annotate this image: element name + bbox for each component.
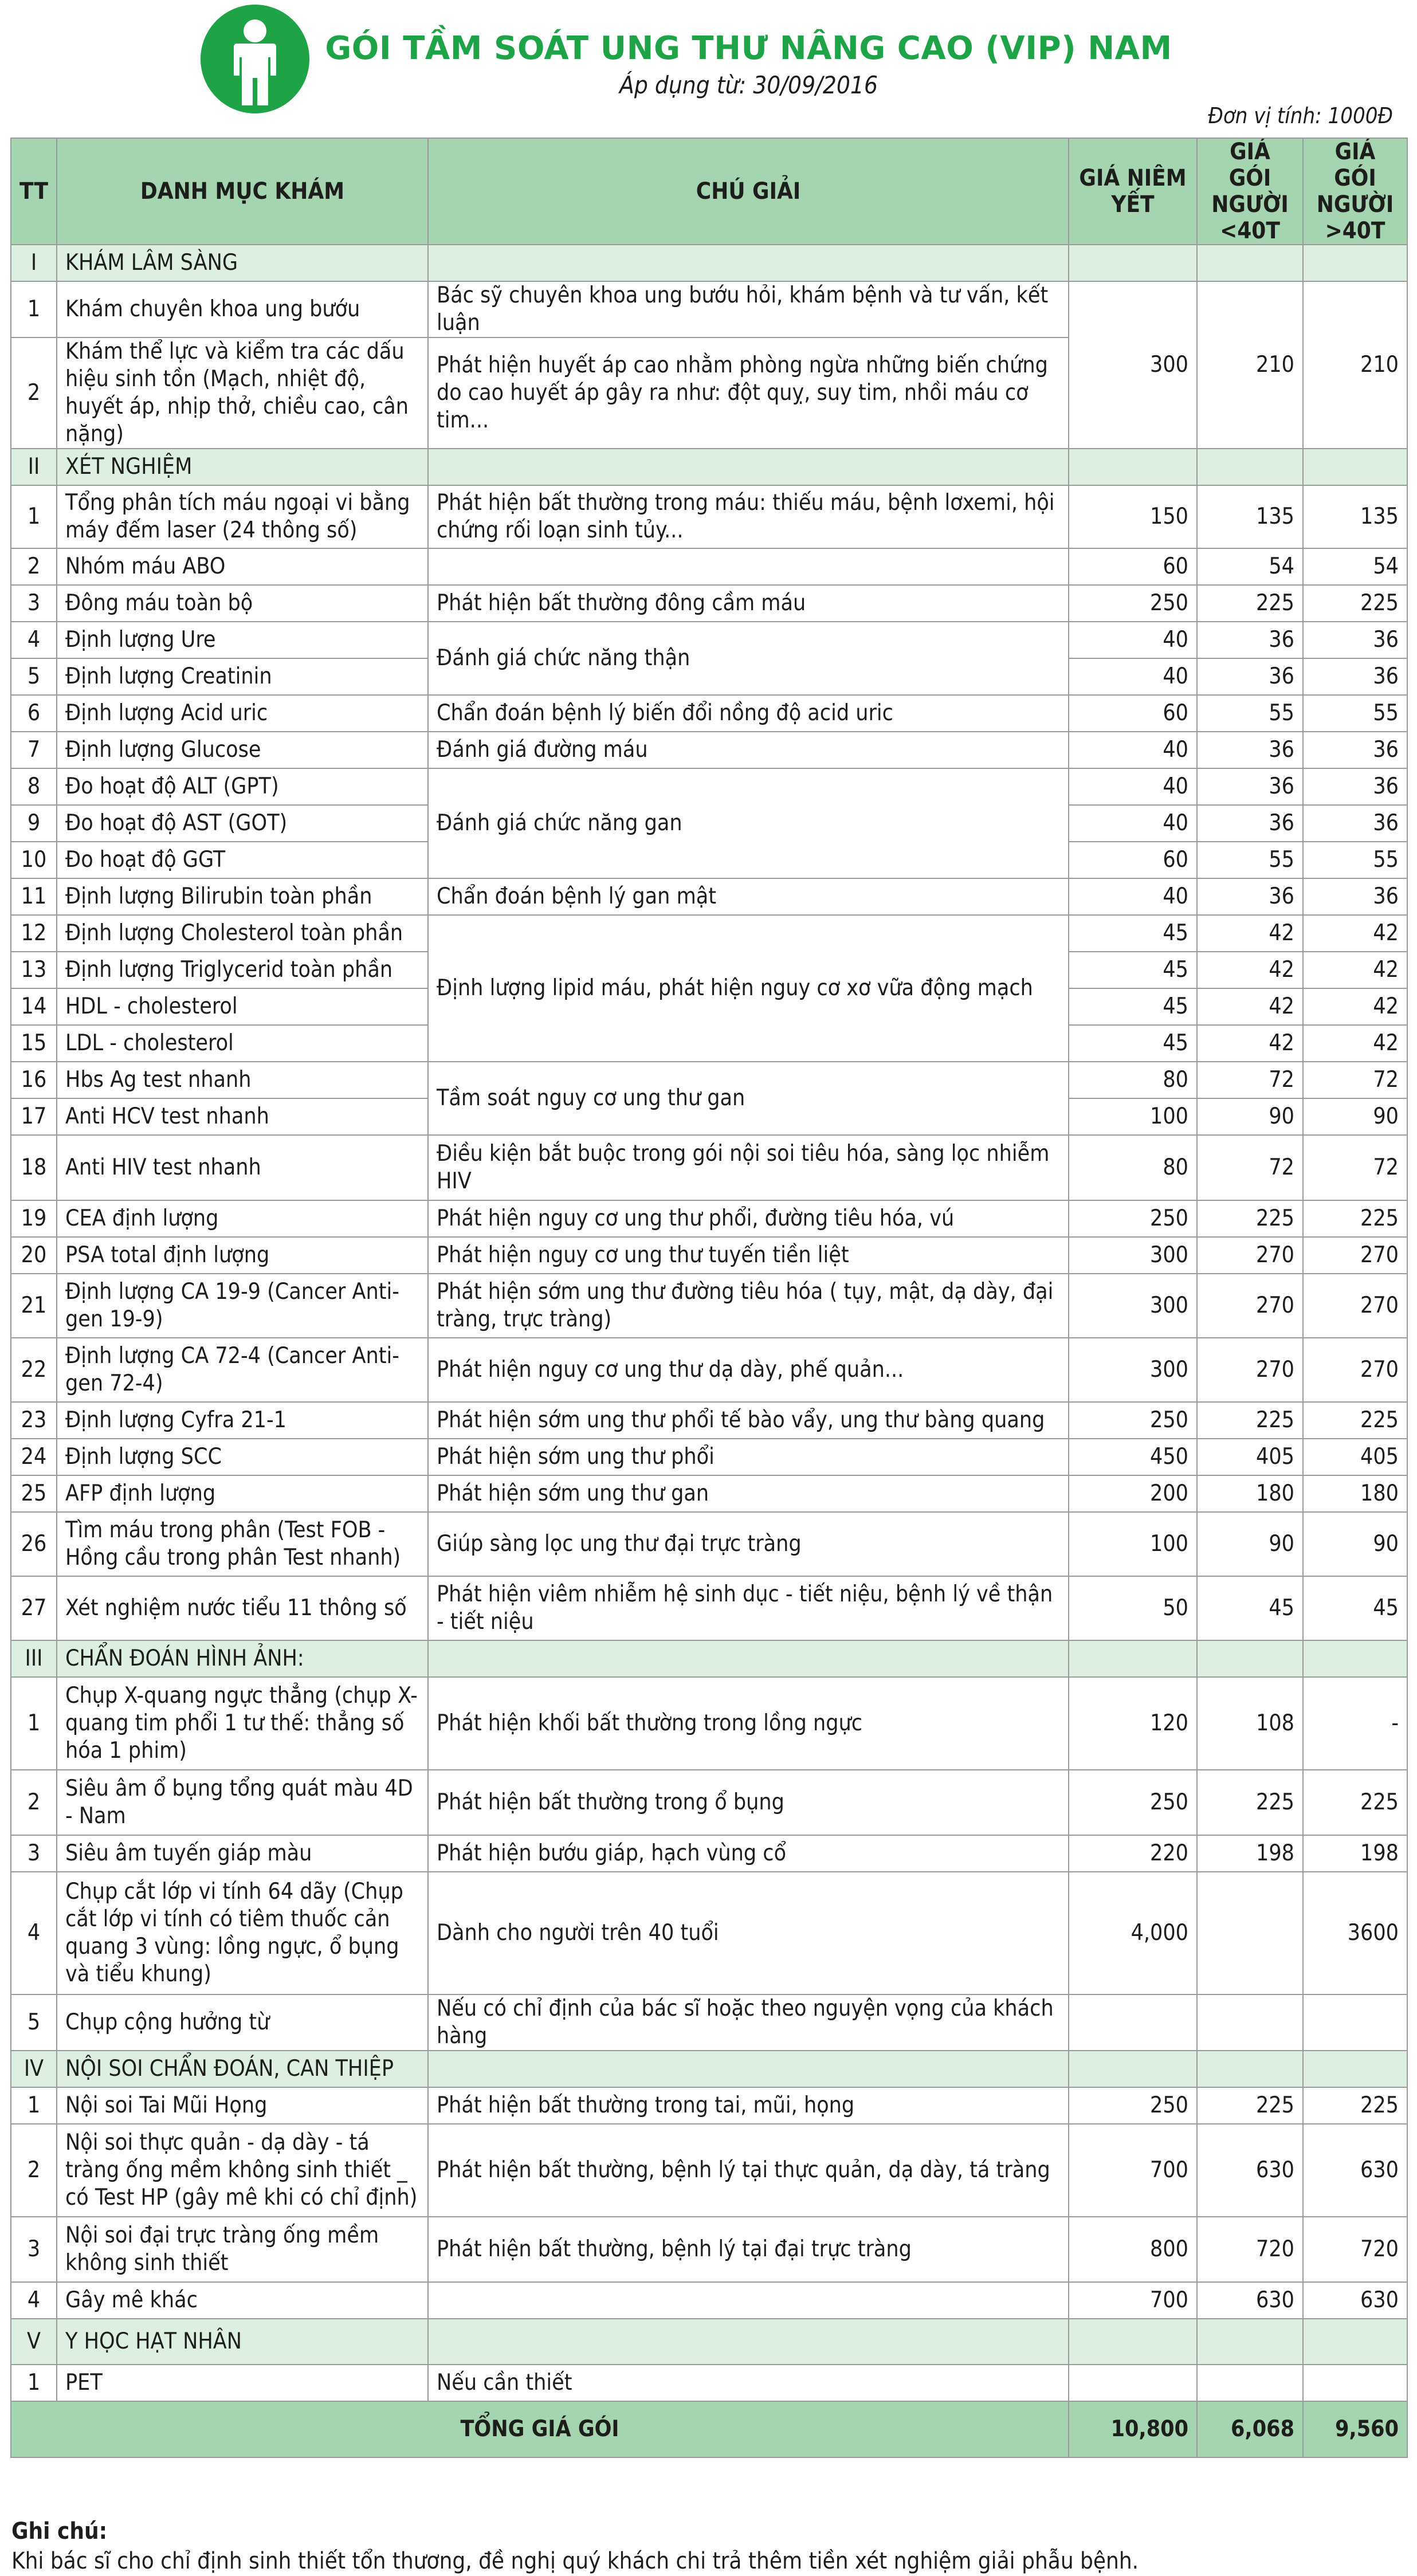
item-name: Chụp X-quang ngực thẳng (chụp X-quang tim phổi 1 tư thế: thẳng số hóa 1 phim) [57, 1677, 428, 1770]
item-name: Đông máu toàn bộ [57, 585, 428, 622]
table-row [11, 1512, 1407, 1576]
price-over40: 225 [1303, 585, 1407, 622]
price-under40 [1197, 1994, 1303, 2051]
price-over40: 72 [1303, 1062, 1407, 1098]
list-price: 250 [1069, 1402, 1197, 1439]
item-note: Phát hiện sớm ung thư phổi tế bào vẩy, ung thư bàng quang [428, 1402, 1069, 1439]
item-name: Định lượng Bilirubin toàn phần [57, 878, 428, 915]
table-row [11, 1274, 1407, 1338]
list-price: 220 [1069, 1835, 1197, 1872]
list-price: 100 [1069, 1098, 1197, 1135]
price-over40: 405 [1303, 1439, 1407, 1475]
list-price [1069, 1994, 1197, 2051]
table-header-row [11, 138, 1407, 245]
table-row [11, 732, 1407, 768]
table-row [11, 2124, 1407, 2217]
price-under40: 630 [1197, 2124, 1303, 2217]
col-header-tt: TT [11, 138, 57, 245]
list-price: 80 [1069, 1135, 1197, 1200]
price-over40: 36 [1303, 658, 1407, 695]
price-under40: 42 [1197, 1025, 1303, 1062]
section-number: III [11, 1640, 57, 1677]
list-price: 40 [1069, 768, 1197, 805]
price-under40: 54 [1197, 548, 1303, 585]
table-row [11, 1402, 1407, 1439]
item-name: Hbs Ag test nhanh [57, 1062, 428, 1098]
price-over40 [1303, 1994, 1407, 2051]
item-note: Điều kiện bắt buộc trong gói nội soi tiêu hóa, sàng lọc nhiễm HIV [428, 1135, 1069, 1200]
table-row [11, 695, 1407, 732]
total-over40: 9,560 [1303, 2401, 1407, 2457]
item-note: Định lượng lipid máu, phát hiện nguy cơ xơ vữa động mạch [428, 915, 1069, 1062]
section-title: NỘI SOI CHẨN ĐOÁN, CAN THIỆP [57, 2051, 428, 2087]
table-row [11, 1994, 1407, 2051]
list-price: 40 [1069, 622, 1197, 658]
item-note: Đánh giá đường máu [428, 732, 1069, 768]
row-number: 14 [11, 988, 57, 1025]
price-over40: 54 [1303, 548, 1407, 585]
price-over40: 42 [1303, 1025, 1407, 1062]
item-name: Nội soi thực quản - dạ dày - tá tràng ống mềm không sinh thiết _ có Test HP (gây mê khi có chỉ định) [57, 2124, 428, 2217]
price-over40: - [1303, 1677, 1407, 1770]
item-name: Tìm máu trong phân (Test FOB - Hồng cầu trong phân Test nhanh) [57, 1512, 428, 1576]
price-over40: 72 [1303, 1135, 1407, 1200]
item-note: Chẩn đoán bệnh lý gan mật [428, 878, 1069, 915]
price-over40: 45 [1303, 1576, 1407, 1640]
price-under40: 270 [1197, 1237, 1303, 1274]
price-under40: 210 [1197, 281, 1303, 449]
price-table [10, 138, 1408, 2458]
price-under40: 405 [1197, 1439, 1303, 1475]
list-price: 250 [1069, 585, 1197, 622]
col-header-over40: GIÁ GÓI NGƯỜI >40T [1303, 138, 1407, 245]
item-name: Chụp cắt lớp vi tính 64 dãy (Chụp cắt lớp vi tính có tiêm thuốc cản quang 3 vùng: lồng ngực, ổ bụng và tiểu khung) [57, 1872, 428, 1994]
row-number: 1 [11, 281, 57, 337]
item-name: Anti HIV test nhanh [57, 1135, 428, 1200]
item-name: LDL - cholesterol [57, 1025, 428, 1062]
price-under40: 36 [1197, 768, 1303, 805]
price-over40: 225 [1303, 1402, 1407, 1439]
section-title: CHẨN ĐOÁN HÌNH ẢNH: [57, 1640, 428, 1677]
price-under40: 55 [1197, 842, 1303, 878]
price-under40: 90 [1197, 1098, 1303, 1135]
footnote [11, 2516, 1139, 2576]
row-number: 25 [11, 1475, 57, 1512]
total-list-price: 10,800 [1069, 2401, 1197, 2457]
price-under40: 225 [1197, 1402, 1303, 1439]
item-name: Định lượng Triglycerid toàn phần [57, 952, 428, 988]
row-number: 2 [11, 337, 57, 449]
price-over40: 42 [1303, 988, 1407, 1025]
table-row [11, 1835, 1407, 1872]
row-number: 15 [11, 1025, 57, 1062]
section-title: Y HỌC HẠT NHÂN [57, 2319, 428, 2365]
row-number: 4 [11, 1872, 57, 1994]
item-name: Đo hoạt độ GGT [57, 842, 428, 878]
row-number: 12 [11, 915, 57, 952]
list-price: 250 [1069, 1770, 1197, 1835]
item-note [428, 2282, 1069, 2319]
table-row [11, 1200, 1407, 1237]
item-name: Định lượng Cholesterol toàn phần [57, 915, 428, 952]
price-under40 [1197, 2365, 1303, 2401]
row-number: 24 [11, 1439, 57, 1475]
price-under40: 225 [1197, 1770, 1303, 1835]
list-price: 40 [1069, 658, 1197, 695]
item-note: Phát hiện viêm nhiễm hệ sinh dục - tiết niệu, bệnh lý về thận - tiết niệu [428, 1576, 1069, 1640]
list-price: 250 [1069, 2087, 1197, 2124]
price-under40: 135 [1197, 485, 1303, 548]
price-over40: 90 [1303, 1512, 1407, 1576]
item-note: Phát hiện bướu giáp, hạch vùng cổ [428, 1835, 1069, 1872]
row-number: 9 [11, 805, 57, 842]
item-name: Siêu âm ổ bụng tổng quát màu 4D - Nam [57, 1770, 428, 1835]
price-under40: 42 [1197, 988, 1303, 1025]
item-name: Chụp cộng hưởng từ [57, 1994, 428, 2051]
table-row [11, 1439, 1407, 1475]
row-number: 10 [11, 842, 57, 878]
section-row [11, 1640, 1407, 1677]
price-over40: 36 [1303, 805, 1407, 842]
price-over40: 90 [1303, 1098, 1407, 1135]
table-row [11, 2282, 1407, 2319]
item-note: Phát hiện bất thường đông cầm máu [428, 585, 1069, 622]
price-under40: 225 [1197, 2087, 1303, 2124]
list-price: 45 [1069, 952, 1197, 988]
item-name: Định lượng CA 72-4 (Cancer Anti-gen 72-4) [57, 1338, 428, 1402]
row-number: 1 [11, 2087, 57, 2124]
price-over40: 55 [1303, 695, 1407, 732]
price-under40: 36 [1197, 878, 1303, 915]
item-name: HDL - cholesterol [57, 988, 428, 1025]
row-number: 1 [11, 1677, 57, 1770]
price-over40: 225 [1303, 1200, 1407, 1237]
list-price: 100 [1069, 1512, 1197, 1576]
item-name: Định lượng Glucose [57, 732, 428, 768]
item-note: Phát hiện huyết áp cao nhằm phòng ngừa những biến chứng do cao huyết áp gây ra như: đột quỵ, suy tim, nhồi máu cơ tim... [428, 337, 1069, 449]
list-price: 150 [1069, 485, 1197, 548]
price-over40: 630 [1303, 2124, 1407, 2217]
row-number: 22 [11, 1338, 57, 1402]
table-row [11, 1475, 1407, 1512]
price-under40: 36 [1197, 732, 1303, 768]
list-price: 45 [1069, 988, 1197, 1025]
price-over40: 225 [1303, 1770, 1407, 1835]
row-number: 13 [11, 952, 57, 988]
item-name: Đo hoạt độ ALT (GPT) [57, 768, 428, 805]
item-note: Phát hiện bất thường trong ổ bụng [428, 1770, 1069, 1835]
table-row [11, 915, 1407, 952]
row-number: 1 [11, 2365, 57, 2401]
row-number: 2 [11, 548, 57, 585]
item-name: Khám chuyên khoa ung bướu [57, 281, 428, 337]
list-price: 60 [1069, 842, 1197, 878]
price-over40 [1303, 2365, 1407, 2401]
section-row [11, 245, 1407, 281]
table-row [11, 2365, 1407, 2401]
row-number: 3 [11, 585, 57, 622]
list-price: 250 [1069, 1200, 1197, 1237]
list-price [1069, 2365, 1197, 2401]
table-row [11, 281, 1407, 337]
price-under40: 180 [1197, 1475, 1303, 1512]
price-over40: 180 [1303, 1475, 1407, 1512]
item-note: Phát hiện khối bất thường trong lồng ngực [428, 1677, 1069, 1770]
total-label: TỔNG GIÁ GÓI [11, 2401, 1069, 2457]
item-name: PSA total định lượng [57, 1237, 428, 1274]
item-note: Bác sỹ chuyên khoa ung bướu hỏi, khám bệnh và tư vấn, kết luận [428, 281, 1069, 337]
list-price: 300 [1069, 1338, 1197, 1402]
table-row [11, 1872, 1407, 1994]
price-under40 [1197, 1872, 1303, 1994]
section-number: II [11, 449, 57, 485]
row-number: 1 [11, 485, 57, 548]
price-under40: 72 [1197, 1135, 1303, 1200]
item-note: Phát hiện bất thường trong tai, mũi, họng [428, 2087, 1069, 2124]
list-price: 200 [1069, 1475, 1197, 1512]
table-row [11, 1237, 1407, 1274]
row-number: 11 [11, 878, 57, 915]
item-note: Phát hiện nguy cơ ung thư dạ dày, phế quản... [428, 1338, 1069, 1402]
table-row [11, 2087, 1407, 2124]
table-row [11, 2217, 1407, 2282]
item-name: Khám thể lực và kiểm tra các dấu hiệu sinh tồn (Mạch, nhiệt độ, huyết áp, nhịp thở, chiều cao, cân nặng) [57, 337, 428, 449]
row-number: 16 [11, 1062, 57, 1098]
list-price: 80 [1069, 1062, 1197, 1098]
price-over40: 720 [1303, 2217, 1407, 2282]
row-number: 21 [11, 1274, 57, 1338]
list-price: 60 [1069, 548, 1197, 585]
table-row [11, 768, 1407, 805]
item-name: AFP định lượng [57, 1475, 428, 1512]
item-name: Định lượng Cyfra 21-1 [57, 1402, 428, 1439]
item-name: Đo hoạt độ AST (GOT) [57, 805, 428, 842]
table-row [11, 1062, 1407, 1098]
table-row [11, 1338, 1407, 1402]
price-under40: 630 [1197, 2282, 1303, 2319]
price-under40: 720 [1197, 2217, 1303, 2282]
section-row [11, 449, 1407, 485]
item-name: Định lượng Ure [57, 622, 428, 658]
list-price: 700 [1069, 2124, 1197, 2217]
row-number: 2 [11, 1770, 57, 1835]
price-over40: 210 [1303, 281, 1407, 449]
price-over40: 55 [1303, 842, 1407, 878]
price-under40: 42 [1197, 915, 1303, 952]
item-name: Gây mê khác [57, 2282, 428, 2319]
price-over40: 270 [1303, 1338, 1407, 1402]
item-note: Đánh giá chức năng gan [428, 768, 1069, 878]
page-title: GÓI TẦM SOÁT UNG THƯ NÂNG CAO (VIP) NAM [325, 30, 1172, 67]
section-title: KHÁM LÂM SÀNG [57, 245, 428, 281]
price-under40: 270 [1197, 1338, 1303, 1402]
price-under40: 36 [1197, 805, 1303, 842]
item-note: Phát hiện nguy cơ ung thư tuyến tiền liệt [428, 1237, 1069, 1274]
total-under40: 6,068 [1197, 2401, 1303, 2457]
table-row [11, 548, 1407, 585]
row-number: 5 [11, 658, 57, 695]
item-note: Phát hiện sớm ung thư phổi [428, 1439, 1069, 1475]
table-row [11, 622, 1407, 658]
section-title: XÉT NGHIỆM [57, 449, 428, 485]
total-row [11, 2401, 1407, 2457]
item-note: Phát hiện bất thường, bệnh lý tại đại trực tràng [428, 2217, 1069, 2282]
row-number: 23 [11, 1402, 57, 1439]
footnote-text: Khi bác sĩ cho chỉ định sinh thiết tổn thương, đề nghị quý khách chi trả thêm tiền xét nghiệm giải phẫu bệnh. [11, 2548, 1139, 2574]
row-number: 20 [11, 1237, 57, 1274]
table-row [11, 878, 1407, 915]
row-number: 4 [11, 2282, 57, 2319]
table-row [11, 1770, 1407, 1835]
list-price: 45 [1069, 1025, 1197, 1062]
section-number: IV [11, 2051, 57, 2087]
item-note: Phát hiện sớm ung thư đường tiêu hóa ( tụy, mật, dạ dày, đại tràng, trực tràng) [428, 1274, 1069, 1338]
list-price: 40 [1069, 805, 1197, 842]
price-over40: 225 [1303, 2087, 1407, 2124]
price-over40: 42 [1303, 952, 1407, 988]
col-header-note: CHÚ GIẢI [428, 138, 1069, 245]
section-row [11, 2319, 1407, 2365]
row-number: 26 [11, 1512, 57, 1576]
price-over40: 36 [1303, 768, 1407, 805]
price-under40: 36 [1197, 658, 1303, 695]
item-note: Giúp sàng lọc ung thư đại trực tràng [428, 1512, 1069, 1576]
item-name: Định lượng Creatinin [57, 658, 428, 695]
list-price: 50 [1069, 1576, 1197, 1640]
row-number: 5 [11, 1994, 57, 2051]
item-note: Tầm soát nguy cơ ung thư gan [428, 1062, 1069, 1135]
applied-date: Áp dụng từ: 30/09/2016 [619, 71, 878, 99]
row-number: 27 [11, 1576, 57, 1640]
table-row [11, 1135, 1407, 1200]
price-under40: 198 [1197, 1835, 1303, 1872]
item-note: Dành cho người trên 40 tuổi [428, 1872, 1069, 1994]
section-number: V [11, 2319, 57, 2365]
price-under40: 45 [1197, 1576, 1303, 1640]
item-name: Định lượng CA 19-9 (Cancer Anti-gen 19-9) [57, 1274, 428, 1338]
price-under40: 225 [1197, 585, 1303, 622]
price-under40: 225 [1197, 1200, 1303, 1237]
item-name: Định lượng SCC [57, 1439, 428, 1475]
price-over40: 135 [1303, 485, 1407, 548]
item-name: Nhóm máu ABO [57, 548, 428, 585]
item-note: Phát hiện sớm ung thư gan [428, 1475, 1069, 1512]
item-note [428, 548, 1069, 585]
row-number: 3 [11, 2217, 57, 2282]
item-note: Nếu có chỉ định của bác sĩ hoặc theo nguyện vọng của khách hàng [428, 1994, 1069, 2051]
row-number: 17 [11, 1098, 57, 1135]
item-note: Chẩn đoán bệnh lý biến đổi nồng độ acid uric [428, 695, 1069, 732]
item-name: CEA định lượng [57, 1200, 428, 1237]
section-number: I [11, 245, 57, 281]
footnote-title: Ghi chú: [11, 2518, 107, 2544]
item-note: Đánh giá chức năng thận [428, 622, 1069, 695]
table-row [11, 585, 1407, 622]
price-under40: 72 [1197, 1062, 1303, 1098]
item-name: Xét nghiệm nước tiểu 11 thông số [57, 1576, 428, 1640]
row-number: 8 [11, 768, 57, 805]
list-price: 4,000 [1069, 1872, 1197, 1994]
price-over40: 3600 [1303, 1872, 1407, 1994]
table-row [11, 485, 1407, 548]
list-price: 120 [1069, 1677, 1197, 1770]
col-header-item: DANH MỤC KHÁM [57, 138, 428, 245]
list-price: 60 [1069, 695, 1197, 732]
price-over40: 36 [1303, 878, 1407, 915]
table-row [11, 1576, 1407, 1640]
list-price: 45 [1069, 915, 1197, 952]
item-name: Nội soi Tai Mũi Họng [57, 2087, 428, 2124]
col-header-under40: GIÁ GÓI NGƯỜI <40T [1197, 138, 1303, 245]
row-number: 7 [11, 732, 57, 768]
section-row [11, 2051, 1407, 2087]
item-name: Nội soi đại trực tràng ống mềm không sinh thiết [57, 2217, 428, 2282]
price-under40: 55 [1197, 695, 1303, 732]
price-over40: 36 [1303, 622, 1407, 658]
item-name: Định lượng Acid uric [57, 695, 428, 732]
row-number: 6 [11, 695, 57, 732]
item-note: Phát hiện bất thường trong máu: thiếu máu, bệnh lơxemi, hội chứng rối loạn sinh tủy... [428, 485, 1069, 548]
list-price: 40 [1069, 732, 1197, 768]
unit-label: Đơn vị tính: 1000Đ [1208, 103, 1393, 128]
item-note: Phát hiện nguy cơ ung thư phổi, đường tiêu hóa, vú [428, 1200, 1069, 1237]
price-under40: 42 [1197, 952, 1303, 988]
price-under40: 270 [1197, 1274, 1303, 1338]
col-header-list-price: GIÁ NIÊM YẾT [1069, 138, 1197, 245]
item-name: PET [57, 2365, 428, 2401]
list-price: 300 [1069, 1274, 1197, 1338]
row-number: 18 [11, 1135, 57, 1200]
price-over40: 198 [1303, 1835, 1407, 1872]
price-under40: 108 [1197, 1677, 1303, 1770]
price-over40: 42 [1303, 915, 1407, 952]
row-number: 2 [11, 2124, 57, 2217]
list-price: 40 [1069, 878, 1197, 915]
list-price: 300 [1069, 1237, 1197, 1274]
list-price: 300 [1069, 281, 1197, 449]
row-number: 3 [11, 1835, 57, 1872]
row-number: 4 [11, 622, 57, 658]
price-over40: 270 [1303, 1237, 1407, 1274]
list-price: 800 [1069, 2217, 1197, 2282]
price-under40: 36 [1197, 622, 1303, 658]
item-name: Siêu âm tuyến giáp màu [57, 1835, 428, 1872]
item-note: Phát hiện bất thường, bệnh lý tại thực quản, dạ dày, tá tràng [428, 2124, 1069, 2217]
item-name: Anti HCV test nhanh [57, 1098, 428, 1135]
price-over40: 630 [1303, 2282, 1407, 2319]
price-under40: 90 [1197, 1512, 1303, 1576]
item-name: Tổng phân tích máu ngoại vi bằng máy đếm laser (24 thông số) [57, 485, 428, 548]
table-row [11, 1677, 1407, 1770]
list-price: 450 [1069, 1439, 1197, 1475]
list-price: 700 [1069, 2282, 1197, 2319]
price-over40: 270 [1303, 1274, 1407, 1338]
price-over40: 36 [1303, 732, 1407, 768]
row-number: 19 [11, 1200, 57, 1237]
item-note: Nếu cần thiết [428, 2365, 1069, 2401]
